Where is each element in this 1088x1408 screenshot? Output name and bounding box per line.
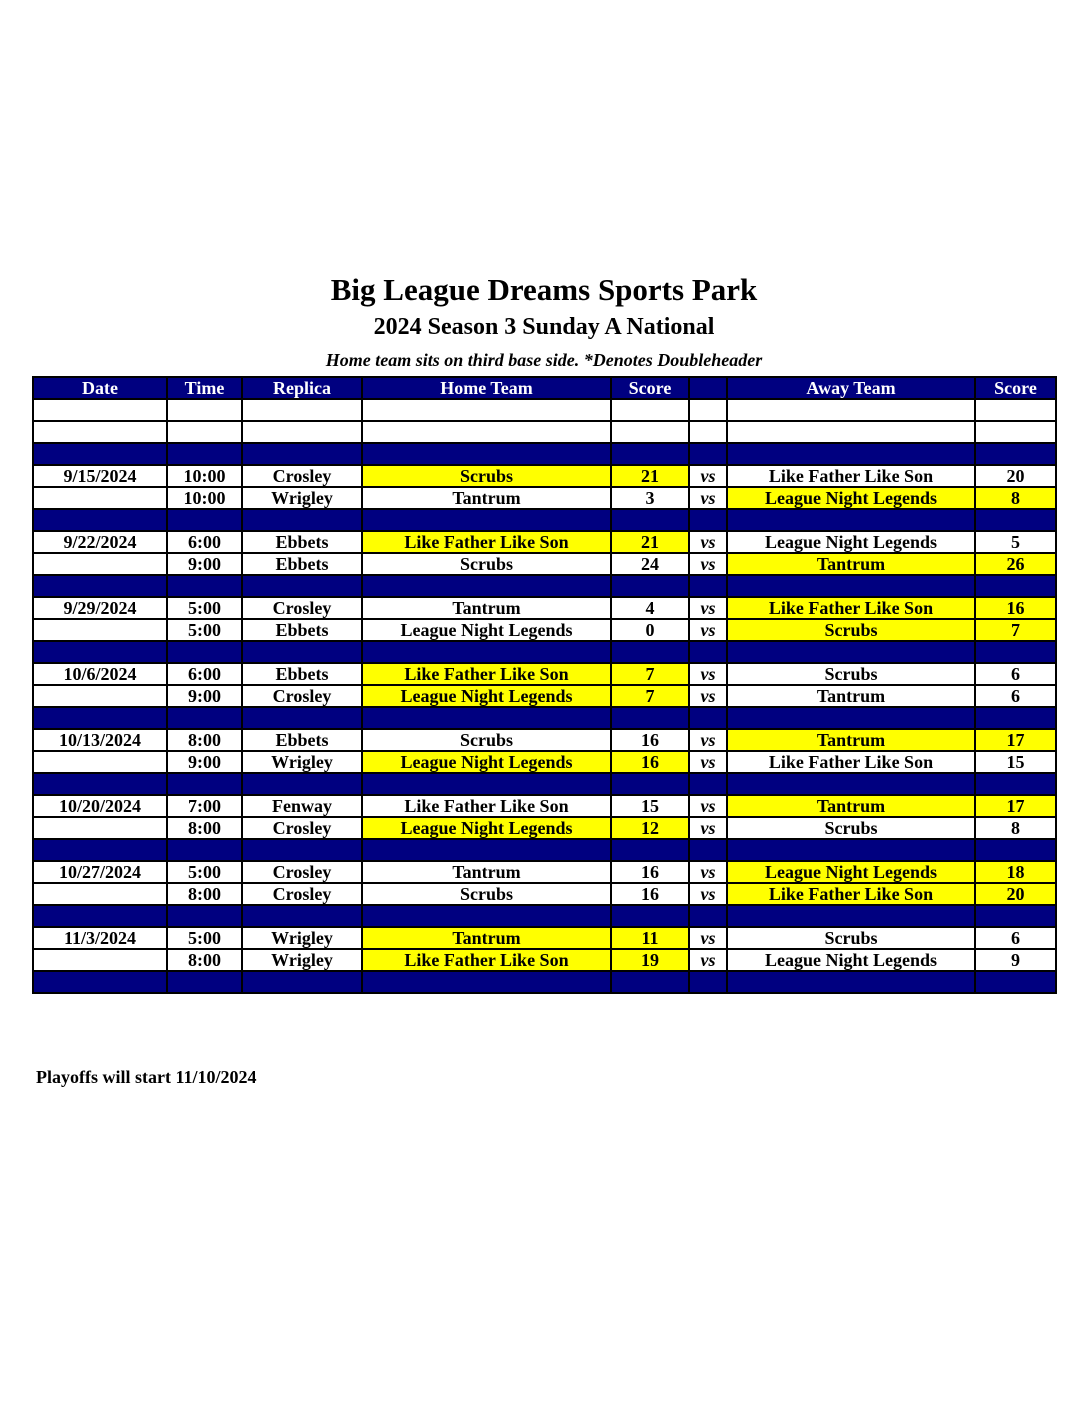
separator-row [33,509,1056,531]
separator-row [33,707,1056,729]
cell-away-team [727,773,975,795]
cell-vs: vs [689,861,727,883]
cell-home-team: Like Father Like Son [362,795,611,817]
cell-vs: vs [689,927,727,949]
cell-date [33,839,167,861]
table-row [33,817,1056,839]
cell-date [33,817,167,839]
cell-vs: vs [689,685,727,707]
cell-home-score [611,707,689,729]
cell-vs [689,641,727,663]
cell-date: 10/20/2024 [33,795,167,817]
cell-home-team [362,707,611,729]
cell-replica [242,905,362,927]
cell-away-team [727,641,975,663]
cell-away-team: Tantrum [727,795,975,817]
cell-time: 10:00 [167,465,242,487]
cell-home-team: Scrubs [362,883,611,905]
blank-row [33,399,1056,421]
table-row [33,597,1056,619]
cell-away-score: 17 [975,795,1056,817]
cell-away-score: 17 [975,729,1056,751]
cell-replica: Crosley [242,465,362,487]
cell-date [33,487,167,509]
cell-home-score [611,443,689,465]
cell-away-score: 15 [975,751,1056,773]
cell-time: 8:00 [167,817,242,839]
cell-time [167,839,242,861]
cell-home-team: Tantrum [362,927,611,949]
cell-away-team [727,905,975,927]
cell-vs: vs [689,817,727,839]
cell-away-score: 20 [975,883,1056,905]
cell-replica: Wrigley [242,487,362,509]
cell-away-score [975,641,1056,663]
cell-away-team [727,707,975,729]
cell-vs: vs [689,531,727,553]
cell-replica [242,399,362,421]
cell-home-team [362,399,611,421]
cell-date [33,553,167,575]
cell-time [167,707,242,729]
cell-date: 11/3/2024 [33,927,167,949]
cell-replica: Fenway [242,795,362,817]
cell-home-team: League Night Legends [362,619,611,641]
cell-away-score: 7 [975,619,1056,641]
cell-away-score [975,575,1056,597]
table-row [33,861,1056,883]
cell-away-team: Like Father Like Son [727,597,975,619]
cell-home-team: Scrubs [362,729,611,751]
cell-away-score [975,839,1056,861]
cell-replica: Wrigley [242,949,362,971]
cell-home-team [362,443,611,465]
cell-date [33,971,167,993]
cell-home-team [362,641,611,663]
cell-vs [689,773,727,795]
cell-home-team [362,509,611,531]
cell-date [33,773,167,795]
cell-home-team: Scrubs [362,553,611,575]
cell-time: 9:00 [167,685,242,707]
cell-replica [242,971,362,993]
cell-away-team: Scrubs [727,817,975,839]
cell-away-team: Scrubs [727,663,975,685]
cell-time: 5:00 [167,861,242,883]
cell-home-score: 21 [611,465,689,487]
cell-away-score: 18 [975,861,1056,883]
cell-replica: Crosley [242,883,362,905]
column-header-away-team: Away Team [727,377,975,399]
table-row [33,685,1056,707]
cell-away-team: Like Father Like Son [727,751,975,773]
cell-date [33,399,167,421]
table-row [33,663,1056,685]
cell-time [167,773,242,795]
cell-time: 5:00 [167,597,242,619]
table-row [33,927,1056,949]
cell-vs [689,509,727,531]
cell-vs: vs [689,663,727,685]
cell-away-team: Tantrum [727,729,975,751]
cell-date: 10/13/2024 [33,729,167,751]
cell-replica: Wrigley [242,927,362,949]
cell-home-team [362,421,611,443]
page-subtitle: 2024 Season 3 Sunday A National [373,314,715,340]
cell-vs [689,839,727,861]
cell-date [33,619,167,641]
cell-vs: vs [689,729,727,751]
table-row [33,487,1056,509]
cell-vs [689,421,727,443]
cell-away-team: League Night Legends [727,949,975,971]
cell-away-team [727,509,975,531]
cell-home-score [611,839,689,861]
table-row [33,619,1056,641]
blank-row [33,421,1056,443]
cell-away-score [975,509,1056,531]
cell-home-score [611,421,689,443]
cell-home-team: League Night Legends [362,817,611,839]
cell-date [33,421,167,443]
cell-replica [242,421,362,443]
schedule-table [32,376,1057,994]
cell-away-team: League Night Legends [727,487,975,509]
separator-row [33,773,1056,795]
cell-away-score [975,399,1056,421]
cell-vs: vs [689,465,727,487]
cell-away-score: 9 [975,949,1056,971]
table-row [33,949,1056,971]
cell-date: 9/15/2024 [33,465,167,487]
table-header-row [33,377,1056,399]
cell-time: 8:00 [167,949,242,971]
cell-date [33,707,167,729]
cell-replica: Ebbets [242,663,362,685]
cell-home-score [611,773,689,795]
cell-vs [689,905,727,927]
cell-time [167,575,242,597]
cell-time: 5:00 [167,927,242,949]
column-header-date: Date [33,377,167,399]
table-row [33,553,1056,575]
cell-home-score: 15 [611,795,689,817]
cell-away-score: 6 [975,927,1056,949]
cell-away-team [727,443,975,465]
cell-away-score [975,443,1056,465]
cell-home-score: 3 [611,487,689,509]
cell-away-score [975,707,1056,729]
cell-home-team: League Night Legends [362,751,611,773]
cell-home-score [611,971,689,993]
cell-vs: vs [689,795,727,817]
cell-home-score: 4 [611,597,689,619]
separator-row [33,971,1056,993]
cell-time [167,509,242,531]
table-row [33,751,1056,773]
separator-row [33,443,1056,465]
cell-away-score: 16 [975,597,1056,619]
cell-vs [689,971,727,993]
cell-vs [689,575,727,597]
cell-away-team: Tantrum [727,685,975,707]
cell-time [167,641,242,663]
column-header-away-score: Score [975,377,1056,399]
cell-home-team: Like Father Like Son [362,663,611,685]
cell-time [167,421,242,443]
cell-replica: Ebbets [242,729,362,751]
separator-row [33,839,1056,861]
cell-home-team [362,839,611,861]
cell-home-score: 0 [611,619,689,641]
cell-away-score: 26 [975,553,1056,575]
cell-replica: Crosley [242,597,362,619]
cell-replica [242,773,362,795]
cell-date [33,883,167,905]
cell-replica [242,509,362,531]
column-header-time: Time [167,377,242,399]
cell-replica: Ebbets [242,531,362,553]
cell-time [167,443,242,465]
cell-away-team: Tantrum [727,553,975,575]
cell-away-score [975,905,1056,927]
cell-replica: Crosley [242,817,362,839]
cell-away-team: Scrubs [727,619,975,641]
cell-away-team [727,971,975,993]
cell-time: 8:00 [167,883,242,905]
cell-vs: vs [689,553,727,575]
cell-vs [689,443,727,465]
cell-vs: vs [689,883,727,905]
cell-replica: Crosley [242,685,362,707]
cell-home-team: Tantrum [362,487,611,509]
cell-home-score: 21 [611,531,689,553]
cell-home-score: 19 [611,949,689,971]
cell-home-score: 16 [611,861,689,883]
cell-away-score: 20 [975,465,1056,487]
separator-row [33,905,1056,927]
cell-away-score [975,971,1056,993]
cell-away-team: League Night Legends [727,861,975,883]
cell-time: 6:00 [167,663,242,685]
cell-date [33,949,167,971]
cell-replica: Ebbets [242,553,362,575]
cell-home-score [611,575,689,597]
cell-replica [242,839,362,861]
cell-replica [242,641,362,663]
cell-time: 8:00 [167,729,242,751]
column-header-vs [689,377,727,399]
cell-time: 6:00 [167,531,242,553]
cell-home-team: Like Father Like Son [362,949,611,971]
cell-away-score [975,773,1056,795]
cell-vs: vs [689,751,727,773]
cell-away-team [727,421,975,443]
cell-away-score: 8 [975,817,1056,839]
cell-time: 5:00 [167,619,242,641]
cell-home-team [362,905,611,927]
cell-time [167,399,242,421]
cell-time: 7:00 [167,795,242,817]
cell-date: 9/22/2024 [33,531,167,553]
cell-replica: Wrigley [242,751,362,773]
cell-home-score: 7 [611,663,689,685]
cell-away-team [727,575,975,597]
cell-home-score: 11 [611,927,689,949]
cell-date: 9/29/2024 [33,597,167,619]
cell-time: 9:00 [167,751,242,773]
cell-date [33,575,167,597]
cell-home-team [362,575,611,597]
cell-time: 9:00 [167,553,242,575]
cell-home-team: Tantrum [362,597,611,619]
cell-home-score [611,399,689,421]
cell-home-team: Like Father Like Son [362,531,611,553]
page-title: Big League Dreams Sports Park [330,272,758,307]
cell-home-score [611,905,689,927]
playoffs-note: Playoffs will start 11/10/2024 [36,1067,257,1087]
cell-home-score: 16 [611,751,689,773]
cell-home-team: Tantrum [362,861,611,883]
cell-date [33,509,167,531]
table-row [33,795,1056,817]
page-note: Home team sits on third base side. *Denotes Doubleheader [325,350,763,370]
cell-home-score: 24 [611,553,689,575]
cell-date [33,751,167,773]
table-row [33,883,1056,905]
cell-replica [242,575,362,597]
cell-away-team [727,399,975,421]
cell-home-team: League Night Legends [362,685,611,707]
cell-home-team [362,773,611,795]
cell-home-team [362,971,611,993]
cell-vs: vs [689,949,727,971]
cell-home-team: Scrubs [362,465,611,487]
cell-away-team: Scrubs [727,927,975,949]
cell-date [33,443,167,465]
cell-replica [242,443,362,465]
separator-row [33,575,1056,597]
table-row [33,531,1056,553]
schedule-body [33,399,1056,993]
cell-home-score [611,641,689,663]
cell-date [33,641,167,663]
cell-time [167,971,242,993]
cell-vs: vs [689,487,727,509]
cell-away-score [975,421,1056,443]
column-header-home-score: Score [611,377,689,399]
separator-row [33,641,1056,663]
cell-away-score: 6 [975,663,1056,685]
cell-replica: Ebbets [242,619,362,641]
cell-date: 10/27/2024 [33,861,167,883]
cell-home-score: 7 [611,685,689,707]
cell-date [33,685,167,707]
cell-date [33,905,167,927]
cell-vs [689,399,727,421]
cell-away-score: 5 [975,531,1056,553]
column-header-replica: Replica [242,377,362,399]
cell-away-team: Like Father Like Son [727,465,975,487]
table-row [33,465,1056,487]
cell-time [167,905,242,927]
cell-replica [242,707,362,729]
cell-time: 10:00 [167,487,242,509]
cell-away-score: 6 [975,685,1056,707]
cell-home-score [611,509,689,531]
cell-vs [689,707,727,729]
cell-home-score: 16 [611,883,689,905]
cell-replica: Crosley [242,861,362,883]
column-header-home-team: Home Team [362,377,611,399]
cell-away-team: Like Father Like Son [727,883,975,905]
cell-away-score: 8 [975,487,1056,509]
cell-home-score: 12 [611,817,689,839]
cell-home-score: 16 [611,729,689,751]
cell-vs: vs [689,619,727,641]
cell-vs: vs [689,597,727,619]
table-row [33,729,1056,751]
cell-away-team [727,839,975,861]
cell-away-team: League Night Legends [727,531,975,553]
cell-date: 10/6/2024 [33,663,167,685]
